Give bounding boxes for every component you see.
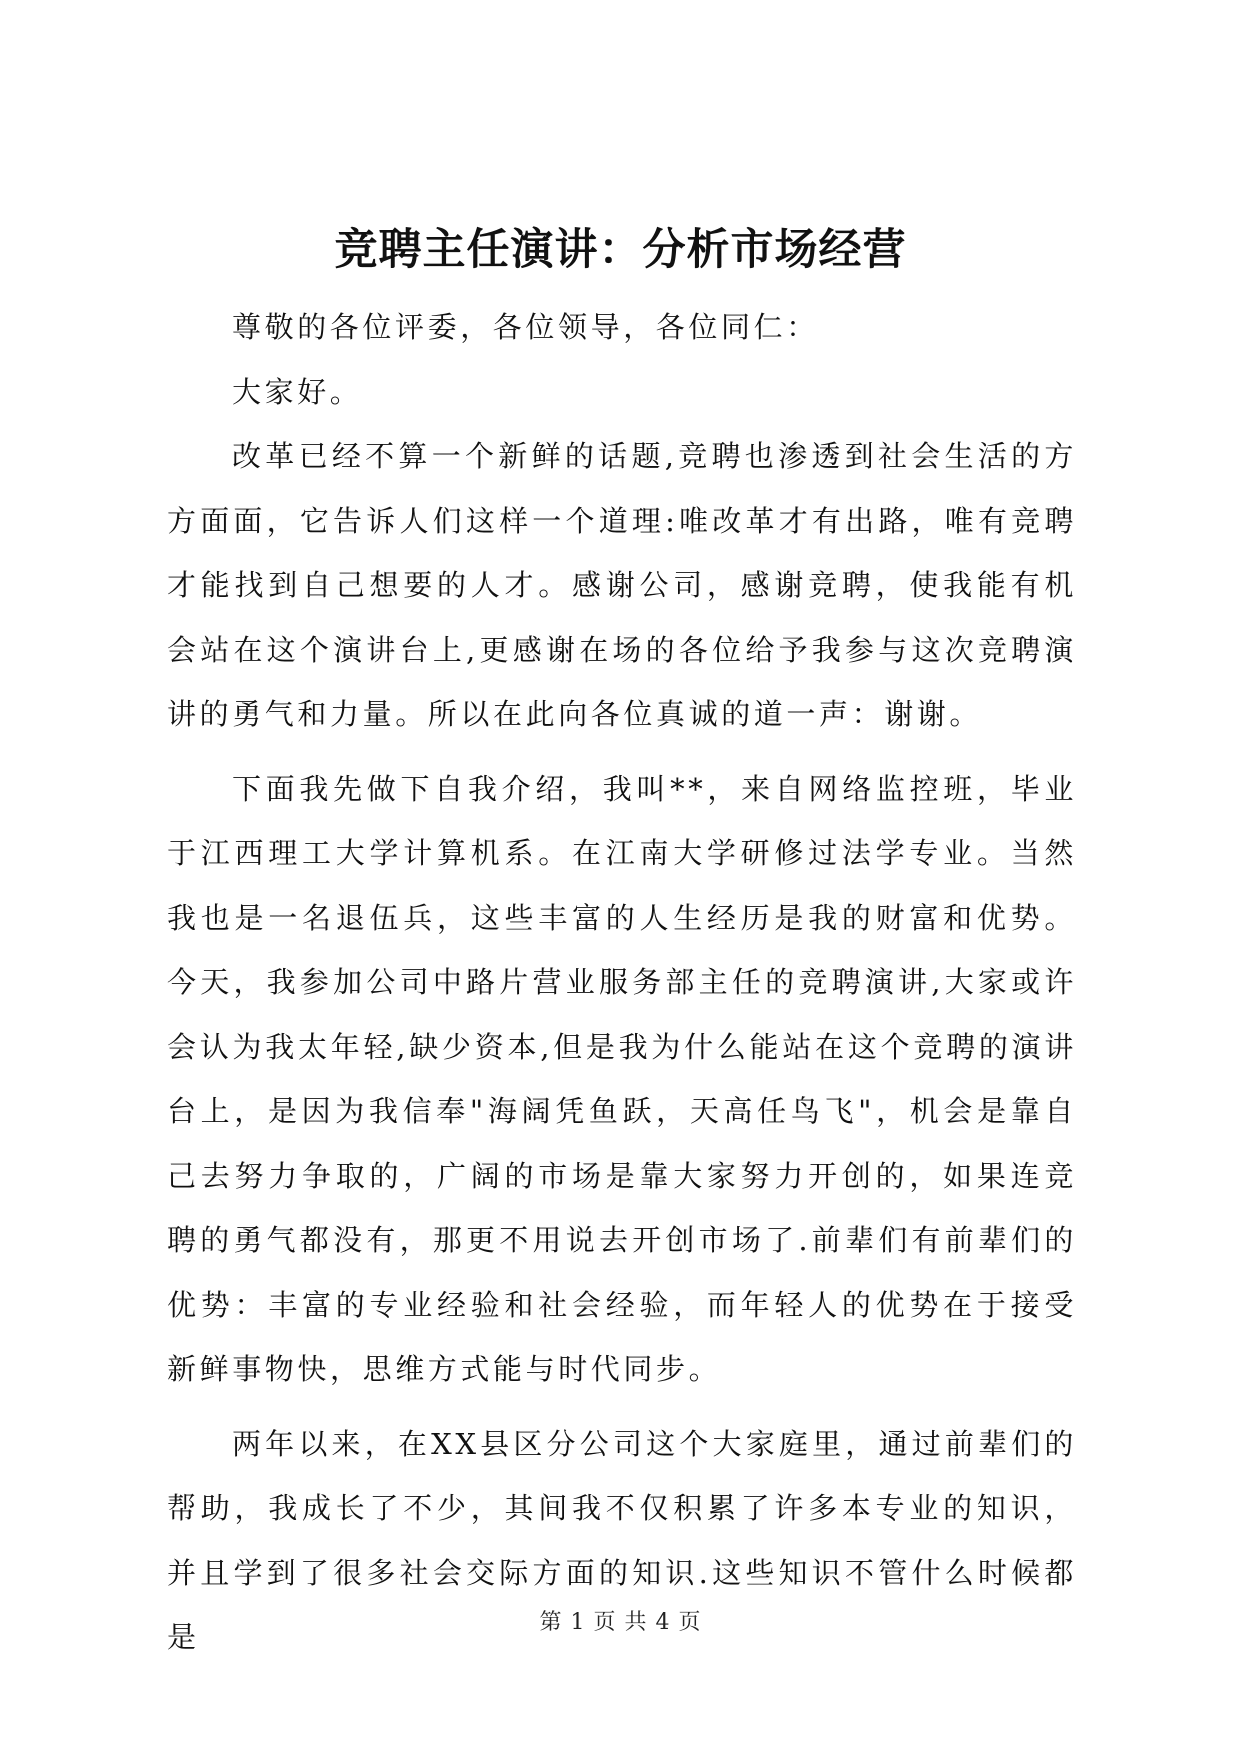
body-paragraph-1: 改革已经不算一个新鲜的话题,竞聘也渗透到社会生活的方方面面，它告诉人们这样一个道理:唯改革才有出路，唯有竞聘才能找到自己想要的人才。感谢公司，感谢竞聘，使我能有机会站在这个演讲台上,更感谢在场的各位给予我参与这次竞聘演讲的勇气和力量。所以在此向各位真诚的道一声：谢谢。 — [167, 439, 1077, 731]
body-paragraph-2: 下面我先做下自我介绍，我叫**，来自网络监控班，毕业于江西理工大学计算机系。在江南大学研修过法学专业。当然我也是一名退伍兵，这些丰富的人生经历是我的财富和优势。今天，我参加公司中路片营业服务部主任的竞聘演讲,大家或许会认为我太年轻,缺少资本,但是我为什么能站在这个竞聘的演讲台上，是因为我信奉"海阔凭鱼跃，天高任鸟飞"，机会是靠自己去努力争取的，广阔的市场是靠大家努力开创的，如果连竞聘的勇气都没有，那更不用说去开创市场了.前辈们有前辈们的优势：丰富的专业经验和社会经验，而年轻人的优势在于接受新鲜事物快，思维方式能与时代同步。 — [167, 771, 1077, 1386]
page-number-footer: 第 1 页 共 4 页 — [539, 1610, 702, 1635]
body-paragraph-3: 两年以来，在XX县区分公司这个大家庭里，通过前辈们的帮助，我成长了不少，其间我不仅积累了许多本专业的知识，并且学到了很多社会交际方面的知识.这些知识不管什么时候都是 — [167, 1426, 1077, 1654]
document-body — [167, 295, 1077, 1670]
salutation-paragraph: 尊敬的各位评委，各位领导，各位同仁： — [232, 310, 819, 344]
greeting-paragraph: 大家好。 — [232, 374, 363, 409]
document-title: 竞聘主任演讲：分析市场经营 — [334, 225, 907, 275]
